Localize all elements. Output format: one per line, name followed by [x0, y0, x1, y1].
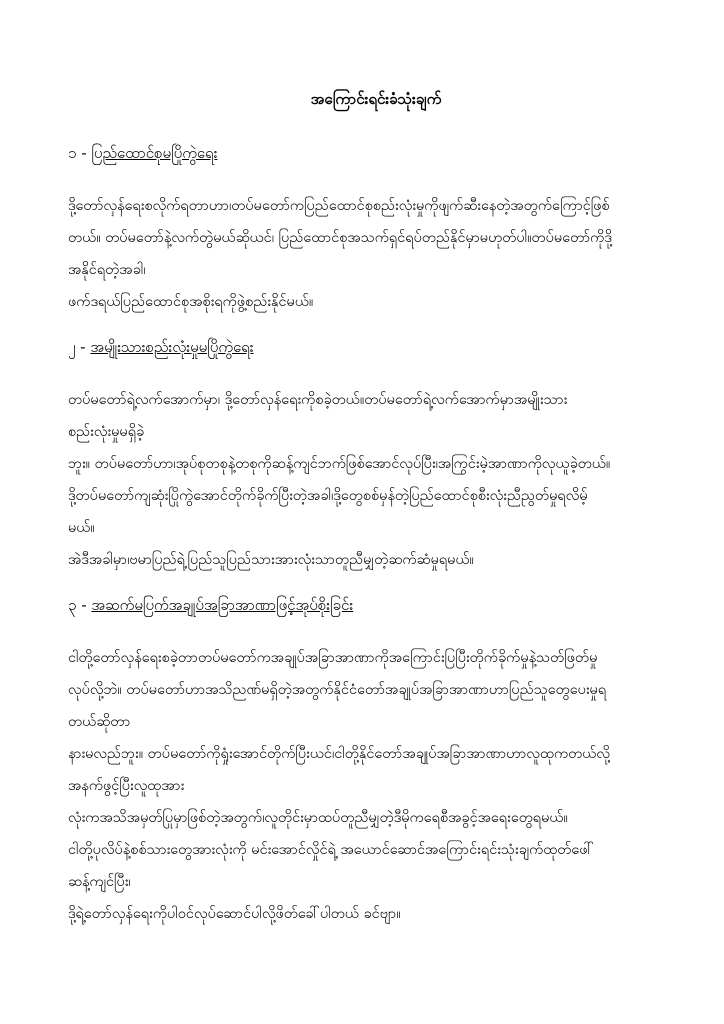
paragraph-line: ဖက်ဒရယ်ပြည်ထောင်စုအစိုးရကိုဖွဲ့စည်းနိုင်မယ်။	[68, 294, 314, 310]
section-title: ပြည်ထောင်စုမပြိုကွဲရေး	[91, 144, 218, 162]
paragraph-line: ဒို့တော်လှန်ရေးစလိုက်ရတာဟာ၊တပ်မတော်ကပြည်ထောင်စုစည်းလုံးမှုကိုဖျက်ဆီးနေတဲ့အတွက်ကြောင့်ဖြစ်	[68, 198, 610, 214]
paragraph-line: ငါတို့တော်လှန်ရေးစခဲ့တာတပ်မတော်ကအချုပ်အခြာအာဏာကိုအကြောင်းပြပြီးတိုက်ခိုက်မှုနဲ့သတ်ဖြတ်မှု	[68, 650, 598, 666]
section-body-1	[68, 190, 684, 318]
paragraph-line: အဲဒီအခါမှာ၊ဗမာပြည်ရဲ့ပြည်သူပြည်သားအားလုံးသာတူညီမျှတဲ့ဆက်ဆံမှုရမယ်။	[68, 552, 474, 568]
paragraph-line: နားမလည်ဘူး။ တပ်မတော်ကိုရှုံးအောင်တိုက်ပြီးယင်၊ငါတို့နိုင်တော်အချုပ်အခြာအာဏာဟာလူထုကတယ်လို့	[68, 746, 610, 762]
section-number: ၂ -	[68, 338, 86, 356]
paragraph-line: ဒို့တပ်မတော်ကျဆုံးပြိုကွဲအောင်တိုက်ခိုက်ပြီးတဲ့အခါ၊ဒို့တွေစစ်မှန်တဲ့ပြည်ထောင်စုစီးလုံးညီညွတ်မှုရလိမ့်	[68, 488, 588, 504]
paragraph-line: အနက်ဖွင့်ပြီးလူထုအား	[68, 778, 185, 794]
section-body-2	[68, 384, 684, 576]
section-title: အမျိုးသားစည်းလုံးမှုမပြိုကွဲရေး	[90, 338, 254, 356]
paragraph-line: မယ်။	[68, 520, 95, 536]
paragraph-line: ဒို့ရဲ့တော်လှန်ရေးကိုပါဝင်လုပ်ဆောင်ပါလို့ဖိတ်ခေါ်ပါတယ် ခင်ဗျာ။	[68, 906, 401, 922]
paragraph-line: အနိုင်ရတဲ့အခါ၊	[68, 262, 146, 278]
section-number: ၁ -	[68, 144, 87, 162]
paragraph-line: စည်းလုံးမှုမရှိခဲ့	[68, 424, 145, 440]
paragraph-line: တယ်။ တပ်မတော်နဲ့လက်တွဲမယ်ဆိုယင်၊ ပြည်ထောင်စုအသက်ရှင်ရပ်တည်နိုင်မှာမဟုတ်ပါ။တပ်မတော်ကိုဒို့	[68, 230, 612, 246]
section-heading-2	[68, 336, 684, 358]
section-body-3	[68, 642, 684, 930]
section-heading-3	[68, 594, 684, 616]
paragraph-line: လုပ်လို့ဘဲ။ တပ်မတော်ဟာအသိညဏ်မရှိတဲ့အတွက်နိုင်ငံတော်အချုပ်အခြာအာဏာဟာပြည်သူတွေပေးမှုရ	[68, 682, 607, 698]
section-number: ၃ -	[68, 596, 87, 614]
paragraph-line: ဆန့်ကျင်ပြီး၊	[68, 874, 131, 890]
paragraph-line: တယ်ဆိုတာ	[68, 714, 131, 730]
paragraph-line: တပ်မတော်ရဲ့လက်အောက်မှာ၊ ဒို့တော်လှန်ရေးကိုစခဲ့တယ်။တပ်မတော်ရဲ့လက်အောက်မှာအမျိုးသား	[68, 392, 568, 408]
paragraph-line: ဘူး။ တပ်မတော်ဟာ၊အုပ်စုတစုနဲ့တစုကိုဆန့်ကျင်ဘက်ဖြစ်အောင်လုပ်ပြီး၊အကြွင်းမဲ့အာဏာကိုလုယူခဲ့တယ်။	[68, 456, 611, 472]
section-heading-1	[68, 142, 684, 164]
paragraph-line: ငါတို့ပုလိပ်နဲ့စစ်သားတွေအားလုံးကို မင်းအောင်လှိုင်ရဲ့ အယောင်ဆောင်အကြောင်းရင်းသုံးချက်ထုတ်ဖေါ်	[68, 842, 595, 858]
paragraph-line: လုံးကအသိအမှတ်ပြုမှာဖြစ်တဲ့အတွက်၊လူတိုင်းမှာထပ်တူညီမျှတဲ့ဒီမိုကရေစီအခွင့်အရေးတွေရမယ်။	[68, 810, 568, 826]
section-title: အဆက်မပြက်အချုပ်အခြာအာဏာဖြင့်အုပ်စိုးခြင်း	[91, 596, 354, 614]
document-title: အကြောင်းရင်းခံသုံးချက်	[310, 90, 442, 108]
